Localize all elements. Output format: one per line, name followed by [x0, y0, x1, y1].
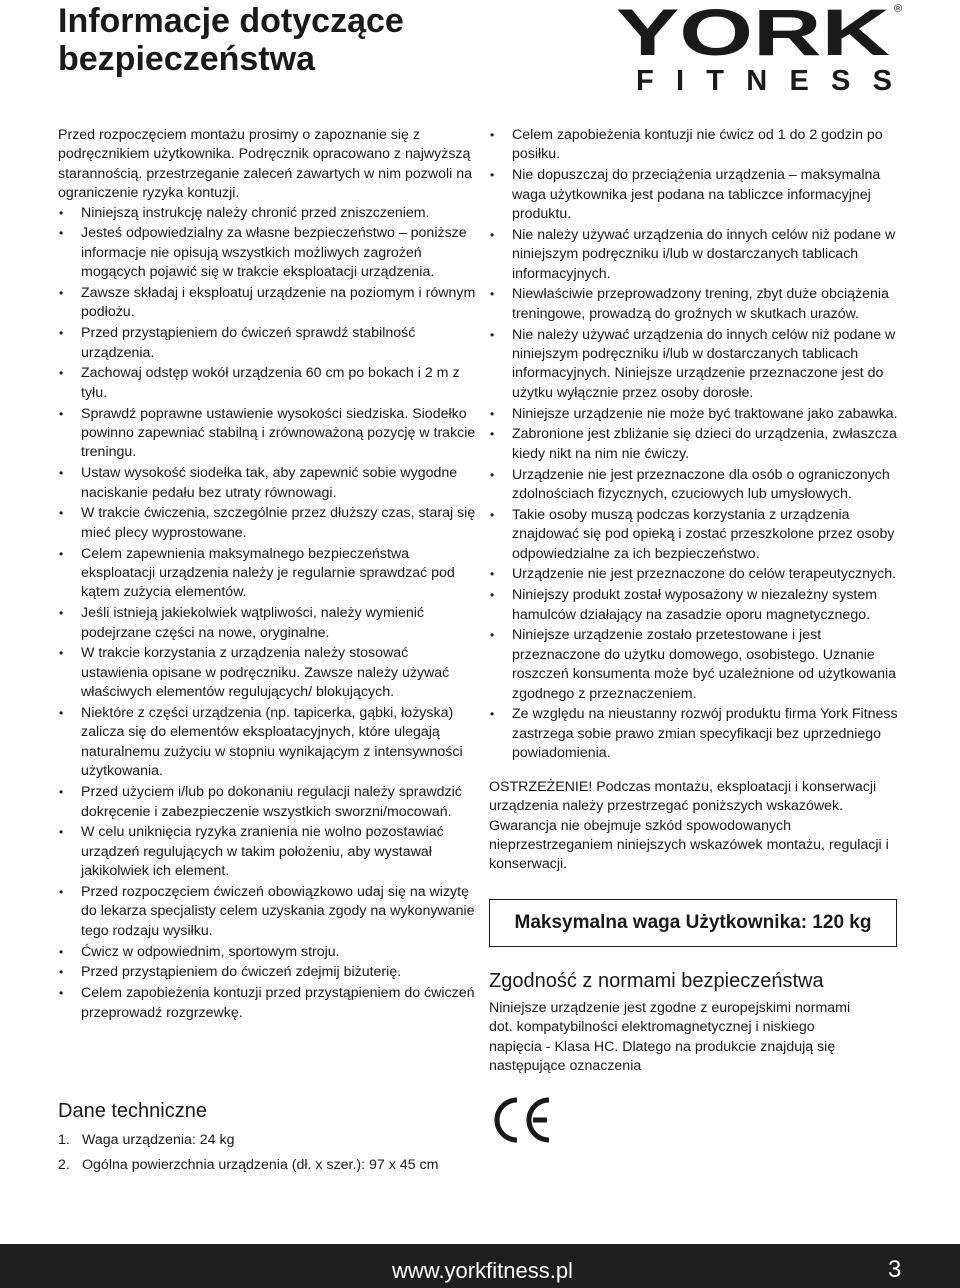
warning-text: OSTRZEŻENIE! Podczas montażu, eksploatacji i konserwacji urządzenia należy przestrzegać poniższych wskazówek. Gwarancja nie obejmuje szkód spowodowanych nieprzestrzeganiem niniejszych wskazówek montażu, regulacji i konserwacji. [489, 778, 889, 873]
list-item: • Zachowaj odstęp wokół urządzenia 60 cm po bokach i 2 m z tyłu. [58, 364, 478, 403]
list-item: • Przed przystąpieniem do ćwiczeń sprawdź stabilność urządzenia. [58, 324, 478, 363]
list-item: • Celem zapobieżenia kontuzji nie ćwicz od 1 do 2 godzin po posiłku. [489, 126, 905, 165]
list-item: • Nie należy używać urządzenia do innych celów niż podane w niniejszym podręczniku i/lub w dostarczanych tablicach informacyjnych. Niniejsze urządzenie przeznaczone jest do użytku wyłącznie przez osoby dorosłe. [489, 326, 905, 404]
list-item: • Celem zapewnienia maksymalnego bezpieczeństwa eksploatacji urządzenia należy je regularnie sprawdzać pod kątem zużycia elementów. [58, 545, 478, 603]
list-item: • Nie należy używać urządzenia do innych celów niż podane w niniejszym podręczniku i/lub w dostarczanych tablicach informacyjnych. [489, 226, 905, 284]
ce-mark-icon [489, 1092, 555, 1148]
page-title-line2: bezpieczeństwa [58, 40, 315, 78]
list-item: • Zawsze składaj i eksploatuj urządzenie na poziomym i równym podłożu. [58, 284, 478, 323]
logo-text-main: YORK [616, 0, 891, 69]
technical-data [58, 1099, 478, 1182]
list-item: • Niniejsze urządzenie zostało przetestowane i jest przeznaczone do użytku domowego, osobistego. Uznanie roszczeń konsumenta może być uzależnione od użytkowania zgodnego z przeznaczeniem. [489, 626, 905, 704]
list-item: • Zabronione jest zbliżanie się dzieci do urządzenia, zwłaszcza kiedy nikt na nim nie ćwiczy. [489, 425, 905, 464]
intro-text: Przed rozpoczęciem montażu prosimy o zapoznanie się z podręcznikiem użytkownika. Podręcznik opracowano z najwyższą starannością. przestrzeganie zaleceń zawartych w nim pozwoli na ograniczenie ryzyka kontuzji. [58, 127, 473, 202]
tech-list [58, 1131, 478, 1176]
logo-text-sub: FITNESS [636, 65, 892, 96]
list-item: • Niniejszy produkt został wyposażony w niezależny system hamulców działający na zasadzie oporu magnetycznego. [489, 586, 905, 625]
logo-mark: ® [894, 3, 903, 15]
list-item: • Przed rozpoczęciem ćwiczeń obowiązkowo udaj się na wizytę do lekarza specjalisty celem uzyskania zgody na wykonywanie tego rodzaju wysiłku. [58, 883, 478, 941]
list-item: • W trakcie korzystania z urządzenia należy stosować ustawienia opisane w podręczniku. Zawsze należy używać właściwych elementów regulujących/ blokujących. [58, 644, 478, 702]
list-item: • Urządzenie nie jest przeznaczone do celów terapeutycznych. [489, 565, 905, 584]
list-item: • Urządzenie nie jest przeznaczone dla osób o ograniczonych zdolnościach fizycznych, czuciowych lub umysłowych. [489, 466, 905, 505]
list-item: • Ćwicz w odpowiednim, sportowym stroju. [58, 943, 478, 962]
list-item: • Niektóre z części urządzenia (np. tapicerka, gąbki, łożyska) zalicza się do elementów eksploatacyjnych, które ulegają naturalnemu zużyciu w stopniu wynikającym z intensywności użytkowania. [58, 704, 478, 782]
page-title-line1: Informacje dotyczące [58, 2, 404, 40]
list-item: • Jeśli istnieją jakiekolwiek wątpliwości, należy wymienić podejrzane części na nowe, oryginalne. [58, 604, 478, 643]
right-bullet-list [489, 126, 905, 764]
page-number: 3 [888, 1256, 902, 1283]
list-item: • W trakcie ćwiczenia, szczególnie przez dłuższy czas, staraj się mieć plecy wyprostowane. [58, 504, 478, 543]
york-fitness-logo [614, 0, 906, 96]
list-item: • Niewłaściwie przeprowadzony trening, zbyt duże obciążenia treningowe, prowadzą do groźnych w skutkach urazów. [489, 285, 905, 324]
norms-text: Niniejsze urządzenie jest zgodne z europejskimi normami dot. kompatybilności elektromagnetycznej i niskiego napięcia - Klasa HC. Dlatego na produkcie znajdują się następujące oznaczenia [489, 999, 851, 1074]
tech-item [58, 1131, 478, 1150]
page-title [58, 2, 404, 78]
max-weight-label: Maksymalna waga Użytkownika: 120 kg [514, 912, 872, 934]
list-item: • Celem zapobieżenia kontuzji przed przystąpieniem do ćwiczeń przeprowadź rozgrzewkę. [58, 984, 478, 1023]
list-item: • Takie osoby muszą podczas korzystania z urządzenia znajdować się pod opieką i zostać przeszkolone przez osoby odpowiedzialne za ich bezpieczeństwo. [489, 506, 905, 564]
tech-item-text: Waga urządzenia: 24 kg [82, 1132, 235, 1148]
footer-url-link[interactable]: www.yorkfitness.pl [392, 1258, 573, 1283]
list-item: • Przed użyciem i/lub po dokonaniu regulacji należy sprawdzić dokręcenie i zabezpieczenie wszystkich sworzni/mocowań. [58, 783, 478, 822]
norms-heading: Zgodność z normami bezpieczeństwa [489, 969, 824, 992]
tech-heading: Dane techniczne [58, 1100, 207, 1122]
list-item: • Ze względu na nieustanny rozwój produktu firma York Fitness zastrzega sobie prawo zmian specyfikacji bez uprzedniego powiadomienia. [489, 705, 905, 763]
list-item: • Przed przystąpieniem do ćwiczeń zdejmij biżuterię. [58, 963, 478, 982]
list-item: • Niniejszą instrukcję należy chronić przed zniszczeniem. [58, 204, 478, 223]
list-item: • Jesteś odpowiedzialny za własne bezpieczeństwo – poniższe informacje nie opisują wszystkich możliwych zagrożeń mogących pojawić się w trakcie eksploatacji urządzenia. [58, 224, 478, 282]
max-weight-box [489, 899, 897, 947]
left-column [58, 126, 478, 1024]
tech-item-number: 1. [58, 1132, 70, 1148]
list-item: • Niniejsze urządzenie nie może być traktowane jako zabawka. [489, 405, 905, 424]
list-item: • W celu uniknięcia ryzyka zranienia nie wolno pozostawiać urządzeń regulujących w takim położeniu, aby wystawał jakikolwiek ich element. [58, 823, 478, 881]
left-bullet-list [58, 204, 478, 1023]
right-column [489, 126, 905, 1148]
tech-item-text: Ogólna powierzchnia urządzenia (dł. x szer.): 97 x 45 cm [82, 1157, 439, 1174]
list-item: • Sprawdź poprawne ustawienie wysokości siedziska. Siodełko powinno zapewniać stabilną i zrównoważoną pozycję w trakcie treningu. [58, 405, 478, 463]
tech-item [58, 1156, 478, 1175]
list-item: • Nie dopuszczaj do przeciążenia urządzenia – maksymalna waga użytkownika jest podana na tabliczce informacyjnej produktu. [489, 166, 905, 224]
page-footer [0, 1244, 960, 1288]
list-item: • Ustaw wysokość siodełka tak, aby zapewnić sobie wygodne naciskanie pedału bez utraty równowagi. [58, 464, 478, 503]
tech-item-number: 2. [58, 1157, 70, 1174]
